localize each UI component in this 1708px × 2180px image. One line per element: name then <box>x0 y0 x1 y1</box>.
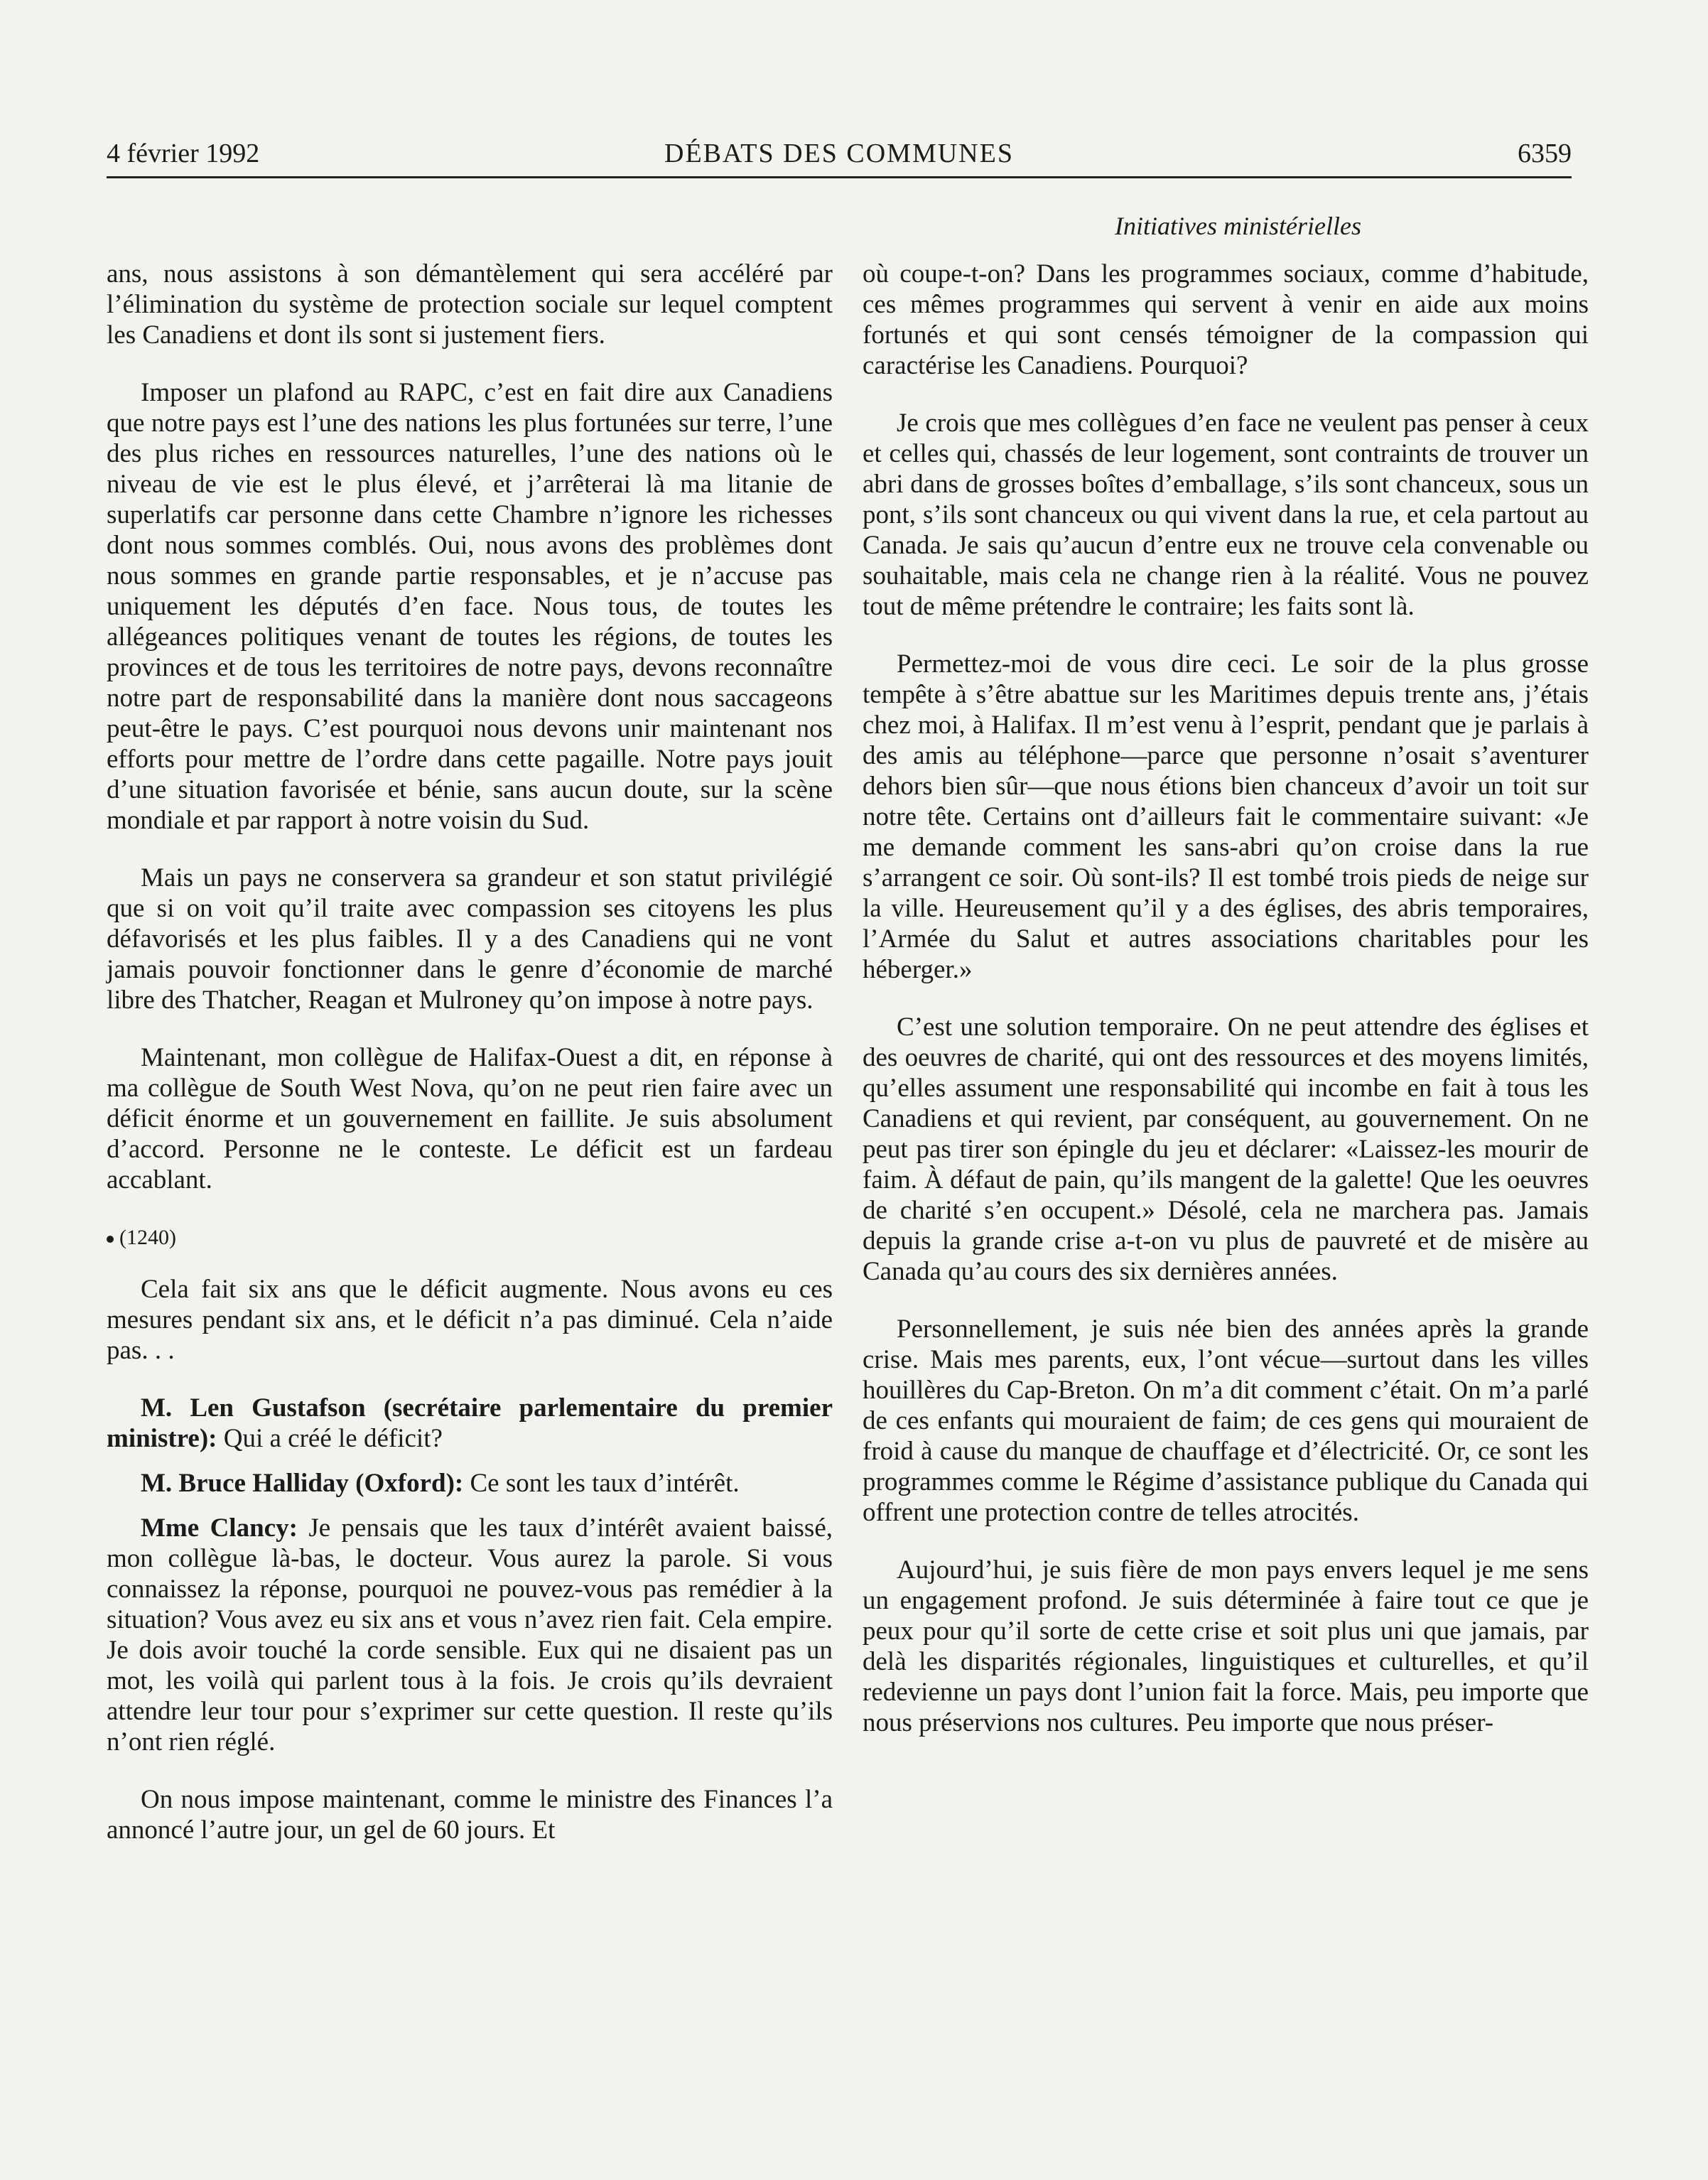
paragraph: C’est une solution temporaire. On ne peut attendre des églises et des oeuvres de charité, qui ont des ressources et des moyens limités, qu’elles assument une responsabilité qui incombe en fait à tous les Canadiens et qui revient, par conséquent, au gouvernement. On ne peut pas tirer son épingle du jeu et déclarer: «Laissez-les mourir de faim. À défaut de pain, qu’ils mangent de la galette! Que les oeuvres de charité s’en occupent.» Désolé, cela ne marchera pas. Jamais depuis la grande crise a-t-on vu plus de pauvreté et de misère au Canada qu’au cours des six dernières années. <box>863 1013 1589 1286</box>
header-date: 4 février 1992 <box>107 139 260 168</box>
speaker-name: Mme Clancy: <box>141 1513 298 1543</box>
speaker-name: M. Len Gustafson (secrétaire parlementaire du premier ministre): <box>107 1393 833 1453</box>
header-title: DÉBATS DES COMMUNES <box>664 139 1014 168</box>
paragraph: Mais un pays ne conservera sa grandeur et son statut privilégié que si on voit qu’il traite avec compassion ses citoyens les plus défavorisés et les plus faibles. Il y a des Canadiens qui ne vont jamais pouvoir fonctionner dans le genre d’économie de marché libre des Thatcher, Reagan et Mulroney qu’on impose à notre pays. <box>107 863 833 1015</box>
left-column <box>107 259 833 1872</box>
page-header <box>107 136 1572 176</box>
speech <box>107 1468 833 1499</box>
paragraph: Je crois que mes collègues d’en face ne veulent pas penser à ceux et celles qui, chassés de leur logement, sont contraints de trouver un abri dans de grosses boîtes d’emballage, s’ils sont chanceux, sous un pont, s’ils sont chanceux ou qui vivent dans la rue, et cela partout au Canada. Je sais qu’aucun d’entre eux ne trouve cela convenable ou souhaitable, mais cela ne change rien à la réalité. Vous ne pouvez tout de même prétendre le contraire; les faits sont là. <box>863 409 1589 621</box>
paragraph: Cela fait six ans que le déficit augmente. Nous avons eu ces mesures pendant six ans, et le déficit n’a pas diminué. Cela n’aide pas. . . <box>107 1275 833 1365</box>
bullet-icon <box>107 1236 114 1243</box>
paragraph: ans, nous assistons à son démantèlement qui sera accéléré par l’élimination du système de protection sociale sur lequel comptent les Canadiens et dont ils sont si justement fiers. <box>107 259 833 350</box>
speech-text: Ce sont les taux d’intérêt. <box>463 1469 740 1498</box>
speech <box>107 1393 833 1454</box>
speaker-name: M. Bruce Halliday (Oxford): <box>141 1469 464 1498</box>
speech <box>107 1513 833 1757</box>
paragraph: où coupe-t-on? Dans les programmes sociaux, comme d’habitude, ces mêmes programmes qui servent à venir en aide aux moins fortunés et qui sont censés témoigner de la compassion qui caractérise les Canadiens. Pourquoi? <box>863 259 1589 380</box>
paragraph: Imposer un plafond au RAPC, c’est en fait dire aux Canadiens que notre pays est l’une des nations les plus fortunées sur terre, l’une des plus riches en ressources naturelles, l’une des nations où le niveau de vie est le plus élevé, et j’arrêterai là ma litanie de superlatifs car personne dans cette Chambre n’ignore les richesses dont nous sommes comblés. Oui, nous avons des problèmes dont nous sommes en grande partie responsables, et je n’accuse pas uniquement les députés d’en face. Nous tous, de toutes les allégeances politiques venant de toutes les régions, de toutes les provinces et de tous les territoires de notre pays, devons reconnaître notre part de responsabilité dans la manière dont nous saccageons peut-être le pays. C’est pourquoi nous devons unir maintenant nos efforts pour mettre de l’ordre dans cette pagaille. Notre pays jouit d’une situation favorisée et bénie, sans aucun doute, sur la scène mondiale et par rapport à notre voisin du Sud. <box>107 378 833 835</box>
time-marker-text: (1240) <box>119 1226 176 1249</box>
paragraph: On nous impose maintenant, comme le ministre des Finances l’a annoncé l’autre jour, un gel de 60 jours. Et <box>107 1785 833 1845</box>
paragraph: Aujourd’hui, je suis fière de mon pays envers lequel je me sens un engagement profond. Je suis déterminée à faire tout ce que je peux pour qu’il sorte de cette crise et soit plus uni que jamais, par delà les disparités régionales, linguistiques et culturelles, et qu’il redevienne un pays dont l’union fait la force. Mais, peu importe que nous préservions nos cultures. Peu importe que nous préser- <box>863 1555 1589 1737</box>
paragraph: Permettez-moi de vous dire ceci. Le soir de la plus grosse tempête à s’être abattue sur les Maritimes depuis trente ans, j’étais chez moi, à Halifax. Il m’est venu à l’esprit, pendant que je parlais à des amis au téléphone—parce que personne n’osait s’aventurer dehors bien sûr—que nous étions bien chanceux d’avoir un toit sur notre tête. Certains ont d’ailleurs fait le commentaire suivant: «Je me demande comment les sans-abri qu’on croise dans la rue s’arrangent ce soir. Où sont-ils? Il est tombé trois pieds de neige sur la ville. Heureusement qu’il y a des églises, des abris temporaires, l’Armée du Salut et autres associations charitables pour les héberger.» <box>863 649 1589 984</box>
time-marker <box>107 1222 833 1253</box>
section-title: Initiatives ministérielles <box>1115 212 1361 240</box>
speech-text: Qui a créé le déficit? <box>217 1424 443 1453</box>
header-rule <box>107 176 1572 178</box>
paragraph: Maintenant, mon collègue de Halifax-Ouest a dit, en réponse à ma collègue de South West Nova, qu’on ne peut rien faire avec un déficit énorme et un gouvernement en faillite. Je suis absolument d’accord. Personne ne le conteste. Le déficit est un fardeau accablant. <box>107 1043 833 1194</box>
paragraph: Personnellement, je suis née bien des années après la grande crise. Mais mes parents, eux, l’ont vécue—surtout dans les villes houillères du Cap-Breton. On m’a dit comment c’était. On m’a parlé de ces enfants qui mouraient de faim; de ces gens qui mouraient de froid à cause du manque de chauffage et d’électricité. Or, ce sont les programmes comme le Régime d’assistance publique du Canada qui offrent une protection contre de telles atrocités. <box>863 1315 1589 1527</box>
speech-text: Je pensais que les taux d’intérêt avaient baissé, mon collègue là-bas, le docteur. Vous aurez la parole. Si vous connaissez la réponse, pourquoi ne pouvez-vous pas remédier à la situation? Vous avez eu six ans et vous n’avez rien fait. Cela empire. Je dois avoir touché la corde sensible. Eux qui ne disaient pas un mot, les voilà qui parlent tous à la fois. Je crois qu’ils devraient attendre leur tour pour s’exprimer sur cette question. Il reste qu’ils n’ont rien réglé. <box>107 1513 833 1757</box>
right-column <box>863 259 1589 1765</box>
page-number: 6359 <box>1518 139 1572 168</box>
